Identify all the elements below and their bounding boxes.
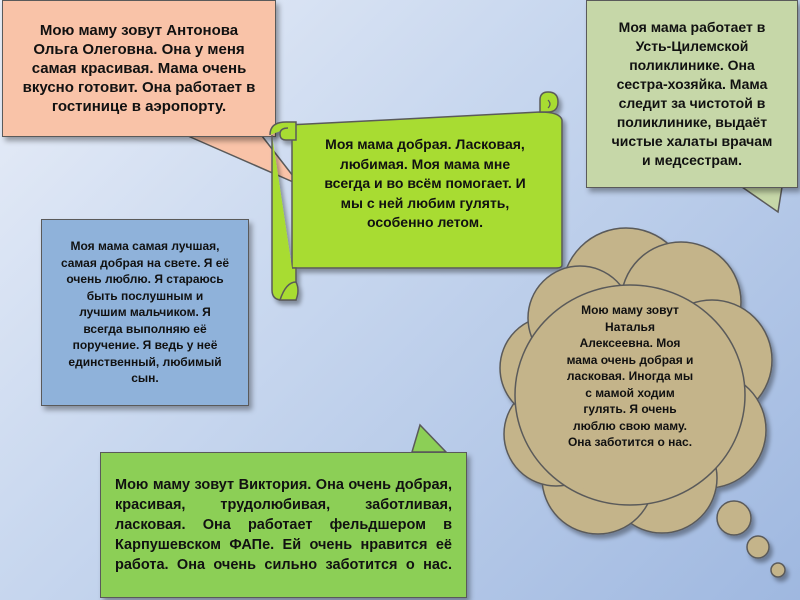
cloud-text: Мою маму зовут Наталья Алексеевна. Моя мама очень добрая и ласковая. Иногда мы с мамой ходим гулять. Я очень люблю свою маму. Она заботится о нас. [566, 303, 694, 449]
callout-viktoria [100, 452, 467, 598]
callout-antonova-text: Мою маму зовут Антонова Ольга Олеговна. Она у меня самая красивая. Мама очень вкусно готовит. Она работает в гостинице в аэропорту. [22, 22, 256, 115]
scroll-text: Моя мама добрая. Ласковая, любимая. Моя мама мне всегда и во всём помогает. И мы с ней любим гулять, особенно летом. [324, 136, 526, 230]
callout-only-son-text: Моя мама самая лучшая, самая добрая на свете. Я её очень люблю. Я стараюсь быть послушным и лучшим мальчиком. Я всегда выполняю её поручение. Я ведь у неё единственный, любимый сын. [60, 239, 230, 386]
callout-viktoria-text: Мою маму зовут Виктория. Она очень добрая, красивая, трудолюбивая, заботливая, ласковая. Она работает фельдшером в Карпушевском ФАПе. Ей очень нравится её работа. Она очень сильно заботится о нас. [115, 477, 452, 573]
callout-polyclinic-text: Моя мама работает в Усть-Цилемской поликлинике. Она сестра-хозяйка. Мама следит за чистотой в поликлинике, выдаёт чистые халаты врачам и медсестрам. [611, 19, 773, 168]
